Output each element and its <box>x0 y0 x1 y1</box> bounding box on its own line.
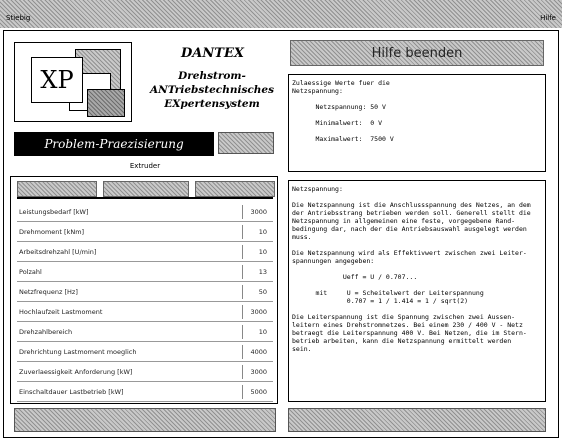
parameter-value[interactable]: 10 <box>258 228 267 236</box>
app-name: DANTEX <box>181 46 244 61</box>
parameter-value[interactable]: 3000 <box>250 308 267 316</box>
parameter-value[interactable]: 50 <box>258 288 267 296</box>
right-bottom-button[interactable] <box>288 408 546 432</box>
window-title-right: Hilfe <box>540 14 556 22</box>
parameter-label: Arbeitsdrehzahl [U/min] <box>19 248 97 256</box>
parameter-value[interactable]: 13 <box>258 268 267 276</box>
logo-window-small <box>87 89 125 117</box>
app-logo <box>14 42 132 122</box>
row-divider <box>242 285 243 299</box>
app-subtitle <box>132 69 292 111</box>
row-divider <box>242 325 243 339</box>
parameter-label: Drehmoment [kNm] <box>19 228 85 236</box>
row-divider <box>242 385 243 399</box>
left-bottom-button[interactable] <box>14 408 276 432</box>
parameter-row[interactable] <box>17 363 273 382</box>
parameter-label: Zuverlaessigkeit Anforderung [kW] <box>19 368 133 376</box>
parameter-value[interactable]: 10 <box>258 328 267 336</box>
row-divider <box>242 305 243 319</box>
row-divider <box>242 225 243 239</box>
logo-xp-icon: XP <box>31 57 83 103</box>
help-text-panel: Netzspannung: Die Netzspannung ist die Anschlussspannung des Netzes, an dem der Antriebsstrang betrieben werden soll. Generell stellt die Netzspannung in allgemeinen eine feste, vorgegebene Rand- bedingung dar, nach der die Antriebsauswahl ausgelegt werden muss. Die Netzspannung wird als Effektivwert zwischen zwei Leiter- spannungen angegeben: Ueff = U / 0.707... mit U = Scheitelwert der Leiterspannung 0.707 = 1 / 1.414 = 1 / sqrt(2) Die Leiterspannung ist die Spannung zwischen zwei Aussen- leitern eines Drehstromnetzes. Bei einem 230 / 400 V - Netz betraegt die Leiterspannung 400 V. Bei Netzen, die im Stern- betrieb arbeiten, kann die Netzspannung ermittelt werden sein. <box>288 180 546 402</box>
toolbar-divider <box>17 197 273 199</box>
window-title-left: Stiebig <box>6 14 31 22</box>
parameter-value[interactable]: 4000 <box>250 348 267 356</box>
parameter-row[interactable] <box>17 243 273 262</box>
app-subtitle-line: ANTriebstechnisches <box>150 84 274 96</box>
mode-title-banner: Problem-Praezisierung <box>14 132 214 156</box>
parameter-row[interactable] <box>17 303 273 322</box>
row-divider <box>242 345 243 359</box>
app-subtitle-line: EXpertensystem <box>164 98 260 110</box>
app-subtitle-line: Drehstrom- <box>178 70 246 82</box>
parameter-label: Einschaltdauer Lastbetrieb [kW] <box>19 388 124 396</box>
parameter-panel <box>10 176 278 404</box>
toolbar-button-2[interactable] <box>103 181 189 197</box>
parameter-value[interactable]: 3000 <box>250 208 267 216</box>
parameter-value[interactable]: 3000 <box>250 368 267 376</box>
parameter-row[interactable] <box>17 343 273 362</box>
parameter-row[interactable] <box>17 203 273 222</box>
window-title-bar <box>0 0 562 28</box>
close-help-button[interactable]: Hilfe beenden <box>290 40 544 66</box>
parameter-label: Drehrichtung Lastmoment moeglich <box>19 348 137 356</box>
row-divider <box>242 365 243 379</box>
parameter-value[interactable]: 10 <box>258 248 267 256</box>
parameter-label: Drehzahlbereich <box>19 328 73 336</box>
parameter-value[interactable]: 5000 <box>250 388 267 396</box>
toolbar-button-1[interactable] <box>17 181 97 197</box>
device-label: Extruder <box>129 162 161 170</box>
mode-action-button[interactable] <box>218 132 274 154</box>
parameter-label: Leistungsbedarf [kW] <box>19 208 89 216</box>
parameter-row[interactable] <box>17 283 273 302</box>
row-divider <box>242 245 243 259</box>
parameter-label: Hochlaufzeit Lastmoment <box>19 308 103 316</box>
parameter-row[interactable] <box>17 383 273 402</box>
value-limits-panel: Zulaessige Werte fuer die Netzspannung: Netzspannung: 50 V Minimalwert: 0 V Maximalwert: 7500 V <box>288 74 546 172</box>
parameter-row[interactable] <box>17 223 273 242</box>
parameter-label: Netzfrequenz [Hz] <box>19 288 78 296</box>
row-divider <box>242 205 243 219</box>
row-divider <box>242 265 243 279</box>
parameter-label: Polzahl <box>19 268 42 276</box>
parameter-row[interactable] <box>17 323 273 342</box>
toolbar-button-3[interactable] <box>195 181 275 197</box>
parameter-row[interactable] <box>17 263 273 282</box>
